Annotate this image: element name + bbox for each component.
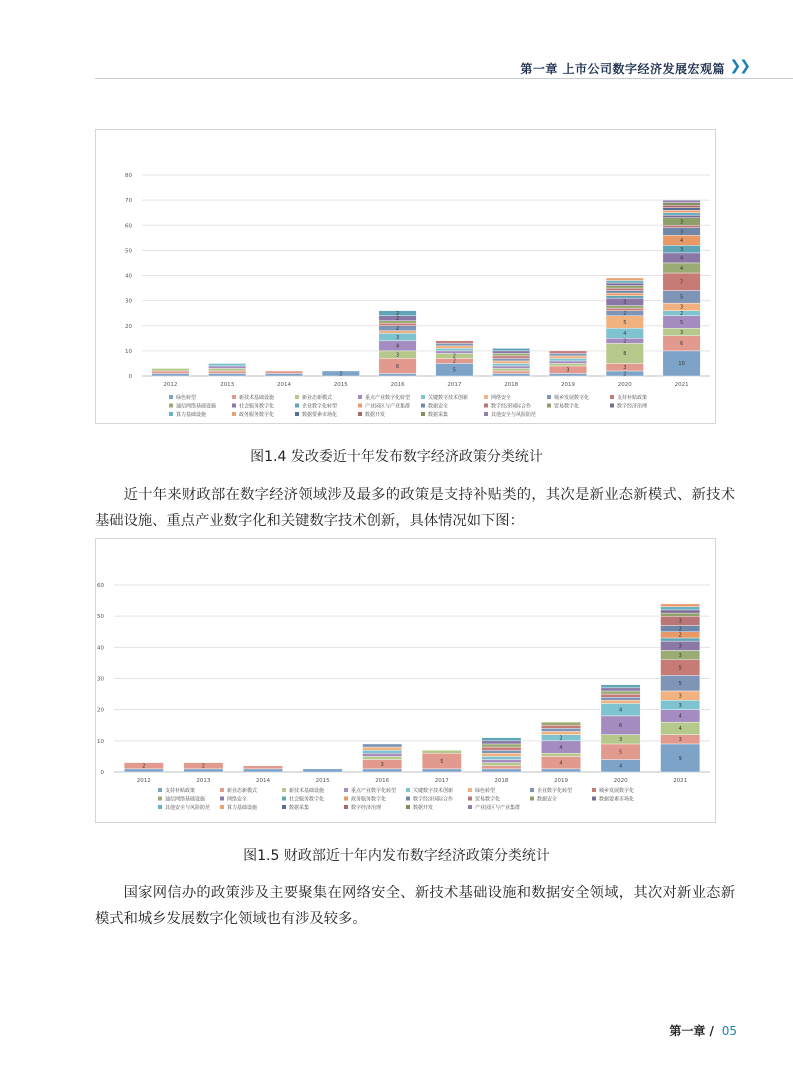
data-label: 5 bbox=[619, 749, 623, 756]
data-label: 4 bbox=[396, 343, 400, 350]
legend-swatch bbox=[344, 797, 348, 801]
legend-swatch bbox=[295, 412, 299, 416]
data-label: 5 bbox=[680, 319, 684, 326]
data-label: 10 bbox=[678, 361, 685, 368]
data-label: 3 bbox=[678, 618, 682, 625]
bar-segment bbox=[663, 203, 700, 206]
data-label: 5 bbox=[680, 294, 684, 301]
bar-segment bbox=[363, 744, 402, 747]
legend-entry: 数据采集 bbox=[428, 412, 449, 418]
legend-swatch bbox=[358, 412, 362, 416]
legend-swatch bbox=[468, 805, 472, 809]
legend-swatch bbox=[547, 404, 551, 408]
data-label: 3 bbox=[680, 304, 684, 311]
legend-swatch bbox=[282, 788, 286, 792]
y-tick-label: 10 bbox=[97, 738, 104, 745]
y-tick-label: 80 bbox=[125, 173, 132, 179]
legend-entry: 贸易数字化 bbox=[554, 403, 580, 410]
bar-segment bbox=[663, 225, 700, 228]
data-label: 4 bbox=[619, 707, 623, 714]
data-label: 2 bbox=[559, 735, 563, 742]
bar-segment bbox=[606, 296, 643, 299]
bar-segment bbox=[492, 348, 529, 351]
legend-entry: 新业态新模式 bbox=[227, 788, 258, 794]
legend-swatch bbox=[421, 395, 425, 399]
x-tick-label: 2017 bbox=[447, 382, 462, 388]
legend-entry: 关键数字技术创新 bbox=[428, 395, 469, 401]
bar-segment bbox=[436, 351, 473, 354]
legend-entry: 数字经济治理 bbox=[351, 805, 382, 811]
x-tick-label: 2013 bbox=[196, 778, 211, 784]
y-tick-label: 40 bbox=[97, 645, 104, 652]
bar-segment bbox=[601, 694, 640, 697]
legend-entry: 算力基础设施 bbox=[176, 412, 207, 418]
legend-entry: 绿色转型 bbox=[475, 788, 496, 794]
bar-segment bbox=[265, 373, 302, 376]
legend-swatch bbox=[295, 404, 299, 408]
legend-entry: 重点产业数字化转型 bbox=[351, 788, 397, 794]
data-label: 5 bbox=[440, 758, 444, 765]
legend-swatch bbox=[592, 788, 596, 792]
data-label: 2 bbox=[452, 353, 456, 360]
bar-segment bbox=[363, 753, 402, 756]
data-label: 4 bbox=[559, 744, 563, 751]
bar-segment bbox=[482, 766, 521, 769]
bar-segment bbox=[492, 351, 529, 354]
x-tick-label: 2016 bbox=[390, 382, 405, 388]
figure-2-chart bbox=[95, 538, 716, 823]
bar-segment bbox=[482, 738, 521, 741]
legend-entry: 企业数字化转型 bbox=[302, 403, 338, 410]
x-tick-label: 2021 bbox=[674, 382, 689, 388]
data-label: 3 bbox=[678, 693, 682, 700]
legend-entry: 新技术基础设施 bbox=[239, 395, 275, 401]
data-label: 3 bbox=[380, 762, 384, 769]
data-label: 6 bbox=[619, 723, 623, 730]
legend-swatch bbox=[468, 797, 472, 801]
x-tick-label: 2015 bbox=[315, 778, 330, 784]
legend-swatch bbox=[484, 404, 488, 408]
legend-swatch bbox=[220, 805, 224, 809]
legend-entry: 数字经济国际合作 bbox=[491, 403, 532, 410]
bar-segment bbox=[541, 725, 580, 728]
data-label: 7 bbox=[680, 279, 684, 286]
data-label: 2 bbox=[678, 632, 682, 639]
x-tick-label: 2019 bbox=[561, 382, 575, 388]
data-label: 4 bbox=[680, 255, 684, 262]
y-tick-label: 50 bbox=[125, 248, 132, 255]
legend-swatch bbox=[344, 805, 348, 809]
bar-segment bbox=[482, 756, 521, 759]
bar-segment bbox=[422, 769, 461, 772]
bar-segment bbox=[541, 731, 580, 734]
bar-segment bbox=[541, 769, 580, 772]
legend-swatch bbox=[484, 395, 488, 399]
bar-segment bbox=[606, 281, 643, 284]
legend-entry: 产业园区与产业集群 bbox=[475, 805, 521, 811]
data-label: 5 bbox=[623, 319, 627, 326]
bar-segment bbox=[661, 613, 700, 616]
bar-segment bbox=[265, 371, 302, 374]
legend-entry: 数据要素市场化 bbox=[302, 412, 338, 418]
bar-segment bbox=[436, 343, 473, 346]
data-label: 2 bbox=[678, 626, 682, 633]
bar-segment bbox=[606, 288, 643, 291]
y-tick-label: 30 bbox=[97, 676, 104, 683]
bar-segment bbox=[549, 358, 586, 361]
bar-segment bbox=[549, 353, 586, 356]
bar-segment bbox=[379, 323, 416, 326]
legend-swatch bbox=[220, 788, 224, 792]
figure-2-caption: 图1.5 财政部近十年内发布数字经济政策分类统计 bbox=[243, 848, 550, 864]
legend-swatch bbox=[158, 805, 162, 809]
data-label: 2 bbox=[396, 326, 400, 333]
bar-segment bbox=[663, 200, 700, 203]
bar-segment bbox=[482, 769, 521, 772]
bar-segment bbox=[482, 744, 521, 747]
legend-swatch bbox=[282, 797, 286, 801]
page-header bbox=[0, 0, 793, 80]
legend-swatch bbox=[232, 395, 236, 399]
legend-swatch bbox=[421, 404, 425, 408]
bar-segment bbox=[663, 205, 700, 208]
y-tick-label: 20 bbox=[97, 707, 104, 714]
bar-segment bbox=[482, 750, 521, 753]
legend-entry: 通信网络基础设施 bbox=[176, 403, 217, 410]
legend-swatch bbox=[484, 412, 488, 416]
legend-entry: 算力基础设施 bbox=[227, 805, 258, 811]
bar-segment bbox=[549, 361, 586, 364]
data-label: 8 bbox=[623, 351, 627, 358]
data-label: 2 bbox=[623, 310, 627, 317]
legend-swatch bbox=[547, 395, 551, 399]
legend-swatch bbox=[169, 404, 173, 408]
bar-segment bbox=[363, 750, 402, 753]
data-label: 2 bbox=[339, 371, 343, 378]
x-tick-label: 2017 bbox=[434, 778, 449, 784]
bar-segment bbox=[208, 366, 245, 369]
data-label: 3 bbox=[619, 737, 623, 744]
y-tick-label: 60 bbox=[97, 583, 104, 589]
bar-segment bbox=[661, 604, 700, 607]
x-tick-label: 2013 bbox=[220, 382, 235, 388]
bar-segment bbox=[661, 607, 700, 610]
bar-segment bbox=[549, 356, 586, 359]
legend-entry: 新技术基础设施 bbox=[289, 788, 325, 794]
bar-segment bbox=[152, 371, 189, 374]
legend-swatch bbox=[468, 788, 472, 792]
bar-segment bbox=[492, 371, 529, 374]
figure-1-caption: 图1.4 发改委近十年发布数字经济政策分类统计 bbox=[250, 449, 543, 465]
legend bbox=[158, 787, 634, 811]
bar-segment bbox=[482, 753, 521, 756]
paragraph-1: 近十年来财政部在数字经济领域涉及最多的政策是支持补贴类的，其次是新业态新模式、新技术基础设施、重点产业数字化和关键数字技术创新，具体情况如下图： bbox=[95, 487, 735, 529]
bar-segment bbox=[601, 685, 640, 688]
y-tick-label: 60 bbox=[125, 223, 132, 230]
x-tick-label: 2012 bbox=[163, 382, 178, 388]
x-tick-label: 2012 bbox=[136, 778, 151, 784]
bar-segment bbox=[208, 371, 245, 374]
data-label: 2 bbox=[680, 310, 684, 317]
header-divider bbox=[95, 78, 793, 79]
x-tick-label: 2014 bbox=[256, 778, 270, 784]
x-tick-label: 2014 bbox=[277, 382, 291, 388]
y-tick-label: 50 bbox=[97, 614, 104, 621]
bar-segment bbox=[601, 691, 640, 694]
legend-entry: 关键数字技术创新 bbox=[413, 788, 454, 794]
bar-segment bbox=[541, 753, 580, 756]
legend-swatch bbox=[406, 797, 410, 801]
chevron-right-icon: ❯❯ bbox=[729, 58, 749, 74]
data-label: 4 bbox=[680, 238, 684, 245]
bar-segment bbox=[492, 368, 529, 371]
y-tick-label: 0 bbox=[100, 770, 104, 776]
x-tick-label: 2018 bbox=[494, 778, 509, 784]
bar-segment bbox=[492, 363, 529, 366]
data-label: 3 bbox=[623, 299, 627, 306]
bar-segment bbox=[243, 769, 282, 772]
legend-swatch bbox=[158, 797, 162, 801]
data-label: 5 bbox=[678, 665, 682, 672]
data-label: 4 bbox=[678, 713, 682, 720]
bar-segment bbox=[606, 283, 643, 286]
legend-swatch bbox=[344, 788, 348, 792]
data-label: 4 bbox=[623, 331, 627, 338]
legend-swatch bbox=[232, 404, 236, 408]
bar-segment bbox=[363, 747, 402, 750]
data-label: 2 bbox=[201, 763, 205, 770]
data-label: 2 bbox=[452, 358, 456, 365]
legend-entry: 网络安全 bbox=[227, 796, 248, 803]
legend-entry: 社会服务数字化 bbox=[289, 796, 325, 803]
bar-segment bbox=[663, 215, 700, 218]
legend-entry: 数字经济国际合作 bbox=[413, 796, 454, 803]
figure-1-chart bbox=[95, 129, 716, 424]
data-label: 2 bbox=[623, 338, 627, 345]
data-label: 2 bbox=[142, 763, 146, 770]
page-footer bbox=[669, 1022, 737, 1039]
data-label: 2 bbox=[396, 310, 400, 317]
legend-entry: 数据开发 bbox=[365, 412, 386, 418]
y-tick-label: 30 bbox=[125, 298, 132, 305]
data-label: 3 bbox=[566, 367, 570, 374]
bar-segment bbox=[482, 760, 521, 763]
bar-segment bbox=[152, 373, 189, 376]
legend-swatch bbox=[358, 395, 362, 399]
legend-swatch bbox=[158, 788, 162, 792]
bar-segment bbox=[549, 373, 586, 376]
y-tick-label: 10 bbox=[125, 348, 132, 355]
data-label: 3 bbox=[680, 219, 684, 226]
data-label: 3 bbox=[396, 334, 400, 341]
legend-entry: 通信网络基础设施 bbox=[165, 796, 206, 803]
figure-2-svg bbox=[96, 539, 715, 822]
bar-segment bbox=[663, 213, 700, 216]
bar-segment bbox=[436, 346, 473, 349]
data-label: 3 bbox=[680, 329, 684, 336]
paragraph-2: 国家网信办的政策涉及主要聚集在网络安全、新技术基础设施和数据安全领域，其次对新业态新模式和城乡发展数字化领域也有涉及较多。 bbox=[95, 885, 735, 927]
legend-swatch bbox=[530, 797, 534, 801]
data-label: 3 bbox=[678, 652, 682, 659]
x-tick-label: 2016 bbox=[375, 778, 390, 784]
legend-entry: 数据采集 bbox=[289, 805, 310, 811]
legend-swatch bbox=[358, 404, 362, 408]
data-label: 4 bbox=[678, 726, 682, 733]
bar-segment bbox=[606, 306, 643, 309]
x-tick-label: 2021 bbox=[673, 778, 688, 784]
legend-entry: 城乡发展数字化 bbox=[599, 788, 635, 794]
legend-swatch bbox=[295, 395, 299, 399]
legend-swatch bbox=[220, 797, 224, 801]
legend-swatch bbox=[421, 412, 425, 416]
y-tick-label: 0 bbox=[128, 374, 132, 380]
legend-entry: 数字经济治理 bbox=[617, 403, 648, 410]
bar-segment bbox=[303, 769, 342, 772]
bar-segment bbox=[482, 747, 521, 750]
data-label: 5 bbox=[452, 367, 456, 374]
bar-segment bbox=[606, 291, 643, 294]
data-label: 6 bbox=[396, 363, 400, 370]
legend-entry: 支持补贴政策 bbox=[617, 395, 648, 401]
legend-entry: 数据安全 bbox=[428, 403, 449, 410]
legend-swatch bbox=[530, 788, 534, 792]
legend-entry: 绿色转型 bbox=[176, 395, 197, 401]
x-tick-label: 2019 bbox=[554, 778, 568, 784]
legend-entry: 企业数字化转型 bbox=[537, 788, 573, 794]
x-tick-label: 2020 bbox=[617, 382, 632, 388]
legend-entry: 政务服务数字化 bbox=[351, 796, 387, 803]
bar-segment bbox=[208, 368, 245, 371]
legend-entry: 其他安全与风险防范 bbox=[491, 412, 537, 418]
bar-segment bbox=[492, 361, 529, 364]
data-label: 3 bbox=[623, 365, 627, 372]
footer-chapter: 第一章 / bbox=[669, 1024, 714, 1038]
bar-segment bbox=[379, 373, 416, 376]
legend-swatch bbox=[232, 412, 236, 416]
legend-swatch bbox=[169, 395, 173, 399]
legend-entry: 城乡发展数字化 bbox=[554, 395, 590, 401]
bar-segment bbox=[492, 373, 529, 376]
legend-entry: 政务服务数字化 bbox=[239, 412, 275, 418]
bar-segment bbox=[549, 351, 586, 354]
legend-swatch bbox=[610, 395, 614, 399]
data-label: 3 bbox=[678, 643, 682, 650]
legend-entry: 新业态新模式 bbox=[302, 395, 333, 401]
legend-entry: 数据开发 bbox=[413, 805, 434, 811]
legend-entry: 贸易数字化 bbox=[475, 796, 501, 803]
data-label: 4 bbox=[559, 760, 563, 767]
data-label: 3 bbox=[678, 737, 682, 744]
legend-swatch bbox=[406, 805, 410, 809]
figure-1-svg bbox=[96, 130, 715, 423]
y-tick-label: 20 bbox=[125, 323, 132, 330]
legend-entry: 产业园区与产业集群 bbox=[365, 403, 411, 410]
bar-segment bbox=[601, 697, 640, 700]
legend bbox=[169, 394, 647, 418]
legend-entry: 其他安全与风险防范 bbox=[165, 805, 211, 811]
bar-segment bbox=[492, 356, 529, 359]
legend-entry: 社会服务数字化 bbox=[239, 403, 275, 410]
bar-segment bbox=[436, 348, 473, 351]
legend-swatch bbox=[169, 412, 173, 416]
data-label: 3 bbox=[680, 246, 684, 253]
legend-swatch bbox=[282, 805, 286, 809]
bar-segment bbox=[243, 766, 282, 769]
bar-segment bbox=[606, 293, 643, 296]
legend-swatch bbox=[592, 797, 596, 801]
data-label: 4 bbox=[680, 265, 684, 272]
bar-segment bbox=[606, 286, 643, 289]
data-label: 9 bbox=[678, 755, 682, 762]
bar-segment bbox=[601, 700, 640, 703]
legend-entry: 数据安全 bbox=[537, 796, 558, 803]
chapter-title: 第一章 上市公司数字经济发展宏观篇 bbox=[520, 62, 725, 76]
bar-segment bbox=[208, 363, 245, 366]
data-label: 6 bbox=[680, 341, 684, 348]
y-tick-label: 40 bbox=[125, 273, 132, 280]
bar-segment bbox=[661, 610, 700, 613]
y-tick-label: 70 bbox=[125, 198, 132, 205]
bar-segment bbox=[601, 688, 640, 691]
bar-segment bbox=[363, 769, 402, 772]
legend-swatch bbox=[406, 788, 410, 792]
bar-segment bbox=[363, 756, 402, 759]
bar-segment bbox=[436, 341, 473, 344]
legend-swatch bbox=[610, 404, 614, 408]
bar-segment bbox=[606, 308, 643, 311]
bar-segment bbox=[482, 741, 521, 744]
data-label: 3 bbox=[680, 229, 684, 236]
x-tick-label: 2018 bbox=[504, 382, 519, 388]
bar-segment bbox=[663, 208, 700, 211]
bar-segment bbox=[482, 763, 521, 766]
data-label: 3 bbox=[678, 702, 682, 709]
bar-segment bbox=[422, 750, 461, 753]
legend-entry: 重点产业数字化转型 bbox=[365, 395, 411, 401]
data-label: 3 bbox=[396, 352, 400, 359]
data-label: 4 bbox=[619, 763, 623, 770]
bar-segment bbox=[606, 278, 643, 281]
bar-segment bbox=[152, 368, 189, 371]
bar-segment bbox=[663, 210, 700, 213]
bar-segment bbox=[549, 363, 586, 366]
legend-entry: 网络安全 bbox=[491, 395, 512, 401]
bar-segment bbox=[492, 358, 529, 361]
page-number: 05 bbox=[721, 1024, 737, 1038]
bar-segment bbox=[208, 373, 245, 376]
bar-segment bbox=[541, 728, 580, 731]
data-label: 2 bbox=[623, 371, 627, 378]
bar-segment bbox=[541, 722, 580, 725]
legend-entry: 数据要素市场化 bbox=[599, 796, 635, 803]
bar-segment bbox=[492, 366, 529, 369]
data-label: 2 bbox=[396, 316, 400, 323]
legend-entry: 支持补贴政策 bbox=[165, 788, 196, 794]
x-tick-label: 2020 bbox=[613, 778, 628, 784]
x-tick-label: 2015 bbox=[333, 382, 348, 388]
bar-segment bbox=[492, 353, 529, 356]
data-label: 5 bbox=[678, 680, 682, 687]
